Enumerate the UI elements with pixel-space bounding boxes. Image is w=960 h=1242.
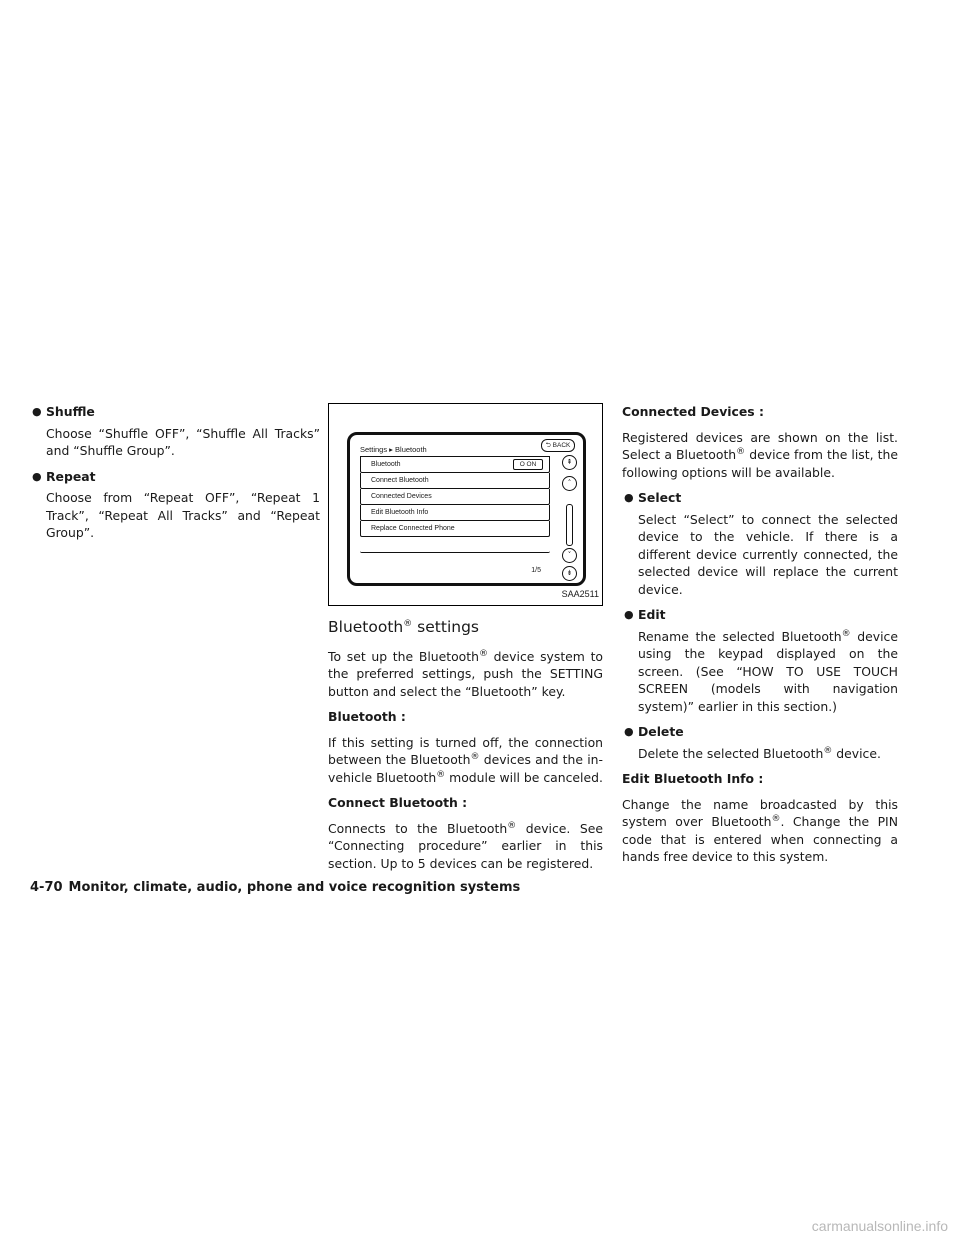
column-2: [328, 403, 603, 880]
scroll-top-icon: ⇞: [562, 455, 577, 470]
bullet-icon: ●: [624, 491, 634, 504]
delete-text: Delete the selected Bluetooth® device.: [638, 745, 881, 761]
connect-paragraph: Connects to the Bluetooth® device. See “Connecting procedure” earlier in this section. Up to 5 devices can be registered.: [328, 820, 603, 871]
page-footer: [30, 880, 520, 895]
edit-info-heading: Edit Bluetooth Info :: [622, 771, 764, 786]
edit-title: Edit: [638, 607, 666, 622]
select-title: Select: [638, 490, 682, 505]
registered-mark: ®: [403, 618, 413, 629]
watermark: carmanualsonline.info: [811, 1218, 948, 1234]
scroll-bottom-icon: ⇟: [562, 566, 577, 581]
menu-item-label: Edit Bluetooth Info: [371, 509, 429, 516]
scroll-up-icon: ˄: [562, 476, 577, 491]
menu-item-label: Connect Bluetooth: [371, 477, 429, 484]
column-1: [30, 403, 320, 550]
back-button: [541, 439, 575, 452]
menu-item-label: Replace Connected Phone: [371, 525, 455, 532]
settings-menu: [360, 456, 550, 553]
back-label: BACK: [552, 442, 571, 449]
menu-item-connect-bluetooth: [360, 473, 550, 489]
section-title: [328, 619, 603, 637]
bullet-icon: ●: [624, 608, 634, 621]
section-title-main: Bluetooth: [328, 618, 404, 636]
connected-devices-heading: Connected Devices :: [622, 404, 764, 419]
menu-item-connected-devices: [360, 489, 550, 505]
connected-devices-paragraph: Registered devices are shown on the list. Select a Bluetooth® device from the list, the following options will be available.: [622, 429, 898, 480]
menu-item-label: Connected Devices: [371, 493, 432, 500]
page-indicator: 1/5: [531, 566, 541, 574]
bullet-repeat: [30, 468, 320, 486]
bullet-shuffle: [30, 403, 320, 421]
scroll-down-icon: ˅: [562, 548, 577, 563]
select-text: Select “Select” to connect the selected device to the vehicle. If there is a different device currently connected, the selected device will replace the current device.: [638, 511, 898, 597]
repeat-title: Repeat: [46, 468, 96, 484]
bullet-icon: ●: [624, 725, 634, 738]
column-3: [622, 403, 898, 874]
on-off-indicator: O ON: [513, 459, 543, 470]
intro-paragraph: To set up the Bluetooth® device system to the preferred settings, push the SETTING button and select the “Bluetooth” key.: [328, 648, 604, 699]
screen-illustration: [347, 432, 586, 586]
screen-header: Settings ▸ Bluetooth: [360, 445, 427, 454]
chapter-title: Monitor, climate, audio, phone and voice recognition systems: [68, 880, 521, 895]
menu-item-bluetooth: [360, 457, 550, 473]
section-title-rest: settings: [412, 618, 479, 636]
scrollbar: [566, 504, 573, 546]
bullet-icon: ●: [32, 469, 42, 483]
bluetooth-paragraph: If this setting is turned off, the connection between the Bluetooth® devices and the in-vehicle Bluetooth® module will be canceled.: [328, 734, 603, 785]
bullet-icon: ●: [32, 405, 42, 418]
bullet-edit: [622, 606, 898, 624]
connect-heading: Connect Bluetooth :: [328, 795, 468, 810]
menu-item-replace-connected-phone: [360, 521, 550, 537]
figure-code: SAA2511: [561, 588, 599, 599]
edit-text: Rename the selected Bluetooth® device using the keypad displayed on the screen. (See “HOW TO USE TOUCH SCREEN (models with navigation system)” earlier in this section.): [638, 628, 898, 714]
repeat-text: Choose from “Repeat OFF”, “Repeat 1 Track”, “Repeat All Tracks” and “Repeat Group”.: [46, 490, 320, 540]
menu-item-edit-bluetooth-info: [360, 505, 550, 521]
bullet-delete: [622, 723, 898, 741]
page-number: 4-70: [30, 880, 63, 895]
shuffle-title: Shuffle: [46, 404, 95, 419]
back-arrow-icon: ⮌: [545, 442, 551, 449]
menu-item-label: Bluetooth: [371, 461, 401, 468]
menu-item-empty: [360, 537, 550, 553]
bluetooth-heading: Bluetooth :: [328, 709, 406, 724]
shuffle-text: Choose “Shuffle OFF”, “Shuffle All Tracks” and “Shuffle Group”.: [46, 425, 320, 458]
delete-title: Delete: [638, 724, 684, 739]
edit-info-paragraph: Change the name broadcasted by this system over Bluetooth®. Change the PIN code that is entered when connecting a hands free device to this system.: [622, 796, 898, 864]
bullet-select: [622, 489, 898, 507]
bluetooth-settings-figure: [328, 403, 603, 606]
